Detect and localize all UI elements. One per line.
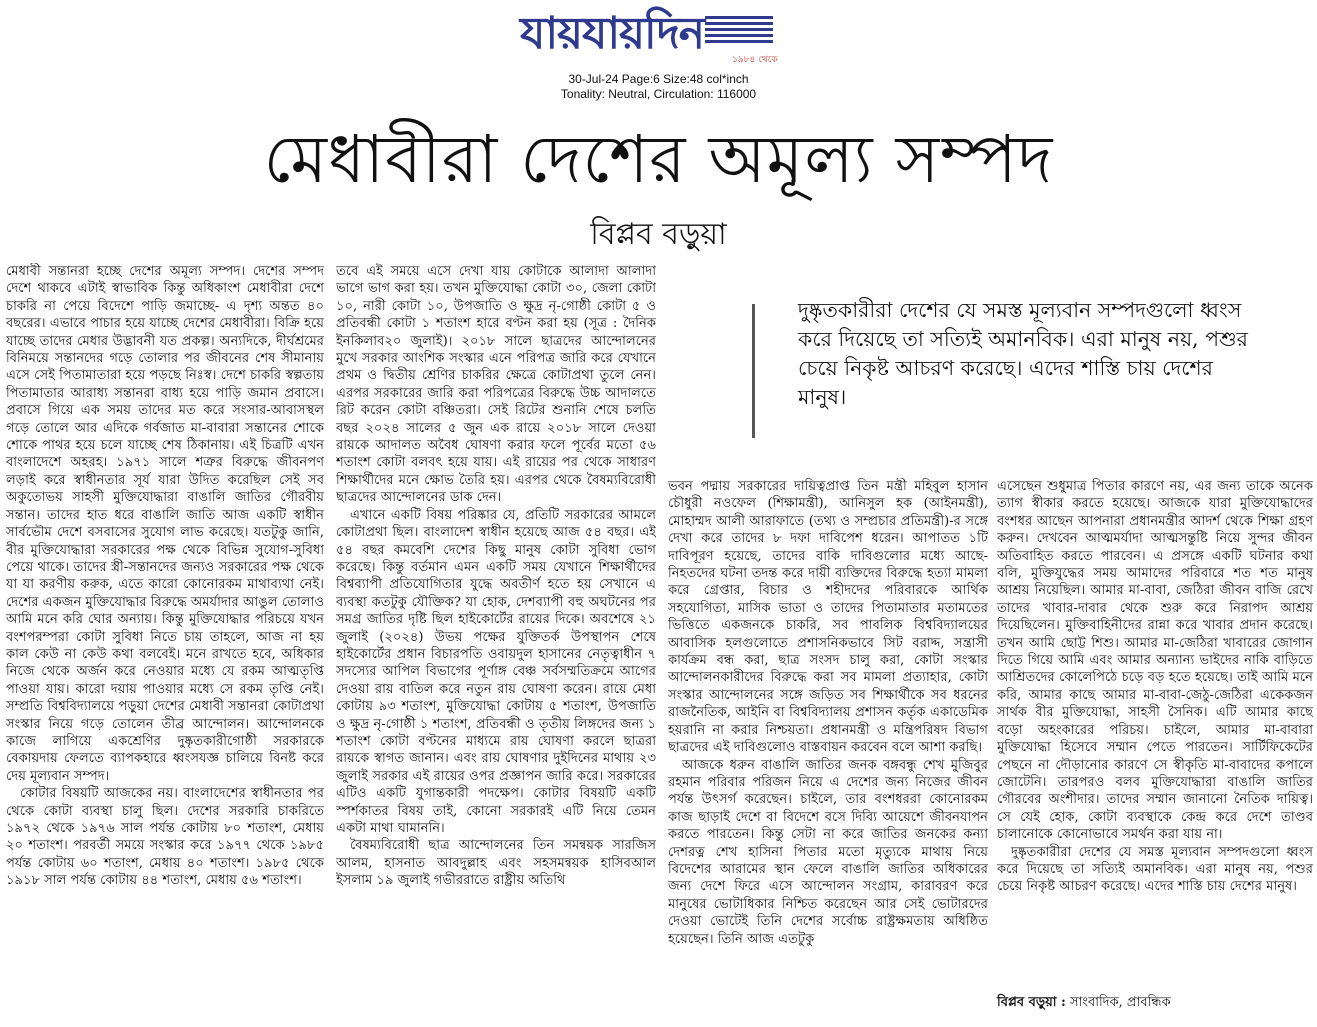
paragraph: ভবন পদ্মায় সরকারের দায়িত্বপ্রাপ্ত তিন মন্ত্রী মহিবুল হাসান চৌধুরী নওফেল (শিক্ষামন্ত্রী), আনিসুল হক (আইনমন্ত্রী), মোহাম্মদ আলী আরাফাতে (তথ্য ও সম্প্রচার প্রতিমন্ত্রী)-র সঙ্গে দেখা করে তাদের ৮ দফা দাবিপেশ ধরেন। আপাতত ১টি দাবিপূরণ হয়েছে, তাদের বাকি দাবিগুলোর মধ্যে আছে- নিহতদের ঘটনা তদন্ত করে দায়ী ব্যক্তিদের বিরুদ্ধে হত্যা মামলা করে গ্রেপ্তার, বিচার ও শহীদদের পরিবারকে আর্থিক সহযোগিতা, মাসিক ভাতা ও তাদের পিতামাতার মতামতের ভিত্তিতে একজনকে চাকরি, সব পাবলিক বিশ্ববিদ্যালয়ের আবাসিক হলগুলোতে প্রশাসনিকভাবে সিট বরাদ্দ, সন্ত্রাসী কার্যক্রম বন্ধ করা, ছাত্র সংসদ চালু করা, কোটা সংস্কার আন্দোলনকারীদের বিরুদ্ধে করা সব মামলা প্রত্যাহার, কোটা সংস্কার আন্দোলনের সঙ্গে জড়িত সব শিক্ষার্থীকে সব ধরনের রাজনৈতিক, আইনি বা বিশ্ববিদ্যালয় প্রশাসন কর্তৃক একাডেমিক হয়রানি না করার নিশ্চয়তা। প্রধানমন্ত্রী ও মন্ত্রিপরিষদ বিভাগ ছাত্রদের এই দাবিগুলোও বাস্তবায়ন করবেন বলে আশা করছি। — [668, 479, 988, 756]
author-title: সাংবাদিক, প্রাবন্ধিক — [1065, 995, 1171, 1010]
paragraph: কোটার বিষয়টি আজকের নয়। বাংলাদেশের স্বাধীনতার পর থেকে কোটা ব্যবস্থা চালু ছিল। দেশের সরকারি চাকরিতে ১৯৭২ থেকে ১৯৭৬ সাল পর্যন্ত কোটায় ৮০ শতাংশ, মেধায় ২০ শতাংশ। পরবর্তী সময়ে সংস্কার করে ১৯৭৭ থেকে ১৯৮৫ পর্যন্ত কোটায় ৬০ শতাংশ, মেধায় ৪০ শতাংশ। ১৯৮৫ থেকে ১৯১৮ সাল পর্যন্ত কোটায় ৪৪ শতাংশ, মেধায় ৫৬ শতাংশ। — [6, 786, 324, 889]
newspaper-logo — [520, 4, 778, 66]
paragraph: বৈষম্যবিরোধী ছাত্র আন্দোলনের তিন সমন্বয়ক সারজিস আলম, হাসনাত আবদুল্লাহ এবং সহসমন্বয়ক হাসিবআল ইসলাম ১৯ জুলাই গভীররাতে রাষ্ট্রীয় অতিথি — [336, 838, 656, 889]
article-column-2 — [336, 263, 656, 1023]
pull-quote-text: দুষ্কৃতকারীরা দেশের যে সমস্ত মূল্যবান সম্পদগুলো ধ্বংস করে দিয়েছে তা সত্যিই অমানবিক। এরা মানুষ নয়, পশুর চেয়ে নিকৃষ্ট আচরণ করেছে। এদের শাস্তি চায় দেশের মানুষ। — [798, 298, 1248, 409]
clip-info: 30-Jul-24 Page:6 Size:48 col*inch — [568, 72, 749, 86]
article-column-3 — [668, 478, 988, 1018]
masthead — [0, 0, 1317, 105]
paragraph: তবে এই সময়ে এসে দেখা যায় কোটাকে আলাদা আলাদা ভাগে ভাগ করা হয়। তখন মুক্তিযোদ্ধা কোটা ৩০, জেলা কোটা ১০, নারী কোটা ১০, উপজাতি ও ক্ষুদ্র নৃ-গোষ্ঠী কোটা ৫ ও প্রতিবন্ধী কোটা ১ শতাংশ হারে বণ্টন করা হয় (সূত্র : দৈনিক ইনকিলাব২০ জুলাই)। ২০১৮ সালে ছাত্রদের আন্দোলনের মুখে সরকার আংশিক সংস্কার এনে পরিপত্র জারি করে যেখানে প্রথম ও দ্বিতীয় শ্রেণির চাকরির ক্ষেত্রে কোটাপ্রথা তুলে নেন। এরপর সরকারের জারি করা পরিপত্রের বিরুদ্ধে উচ্চ আদালতে রিট করেন কোটা বঞ্চিতরা। সেই রিটের শুনানি শেষে চলতি বছর ২০২৪ সালের ৫ জুন এক রায়ে ২০১৮ সালে দেওয়া রায়কে আদালত অবৈধ ঘোষণা করার ফলে পূর্বের মতো ৫৬ শতাংশ কোটা বলবৎ হয়ে যায়। এই রায়ের পর থেকে সাধারণ শিক্ষার্থীদের মনে ক্ষোভ তৈরি হয়। এরপর থেকে বৈষম্যবিরোধী ছাত্রদের আন্দোলনের ডাক দেন। — [336, 264, 656, 506]
article-column-1 — [6, 263, 324, 1023]
paragraph: এখানে একটি বিষয় পরিষ্কার যে, প্রতিটি সরকারের আমলে কোটাপ্রথা ছিল। বাংলাদেশ স্বাধীন হয়েছে আজ ৫৪ বছর। এই ৫৪ বছর কমবেশি দেশের কিছু মানুষ কোটা সুবিধা ভোগ করেছে। কিন্তু বর্তমান এমন একটি সময় যেখানে শিক্ষার্থীদের বিশ্বব্যাপী প্রতিযোগিতার যুদ্ধে অবতীর্ণ হতে হয় সেখানে এ ব্যবস্থা কতটুকু যৌক্তিক? যা হোক, দেশব্যাপী বহু অঘটনের পর সমগ্র জাতির দৃষ্টি ছিল হাইকোর্টের রায়ের দিকে। অবশেষে ২১ জুলাই (২০২৪) উভয় পক্ষের যুক্তিতর্ক উপস্থাপন শেষে হাইকোর্টের প্রধান বিচারপতি ওবায়দুল হাসানের নেতৃত্বাধীন ৭ সদস্যের আপিল বিভাগের পূর্ণাঙ্গ বেঞ্চ সর্বসম্মতিক্রমে আগের দেওয়া রায় বাতিল করে নতুন রায় ঘোষণা করেন। রায়ে মেধা কোটায় ৯৩ শতাংশ, মুক্তিযোদ্ধা কোটায় ৫ শতাংশ, উপজাতি ও ক্ষুদ্র নৃ-গোষ্ঠী ১ শতাংশ, প্রতিবন্ধী ও তৃতীয় লিঙ্গদের জন্য ১ শতাংশ কোটা বণ্টনের মাধ্যমে রায় ঘোষণা করলে ছাত্ররা রায়কে স্বাগত জানান। এবং রায় ঘোষণার দুইদিনের মাথায় ২৩ জুলাই সরকার এই রায়ের ওপর প্রজ্ঞাপন জারি করে। সরকারের এটিও একটি যুগান্তকারী পদক্ষেপ। কোটার বিষয়টি একটি স্পর্শকাতর বিষয় তাই, কোনো সরকারই এটি নিয়ে তেমন একটা মাথা ঘামাননি। — [336, 507, 656, 836]
pull-quote — [752, 296, 1264, 446]
paragraph: দুষ্কৃতকারীরা দেশের যে সমস্ত মূল্যবান সম্পদগুলো ধ্বংস করে দিয়েছে তা সত্যিই অমানবিক। এরা মানুষ নয়, পশুর চেয়ে নিকৃষ্ট আচরণ করেছে। এদের শাস্তি চায় দেশের মানুষ। — [997, 844, 1313, 895]
article-headline: মেধাবীরা দেশের অমূল্য সম্পদ — [263, 121, 1054, 198]
paragraph: এসেছেন শুধুমাত্র পিতার কারণে নয়, এর জন্য তাকে অনেক ত্যাগ স্বীকার করতে হয়েছে। আজকে যারা মুক্তিযোদ্ধাদের বংশধর আছেন আপনারা প্রধানমন্ত্রীর আদর্শ থেকে শিক্ষা গ্রহণ করুন। দেখবেন আত্মমর্যাদা আত্মসন্তুষ্টি নিয়ে সুন্দর জীবন অতিবাহিত করতে পারবেন। এ প্রসঙ্গে একটি ঘটনার কথা বলি, মুক্তিযুদ্ধের সময় আমাদের পরিবারে শত শত মানুষ আশ্রয় নিয়েছিল। আমার মা-বাবা, জেঠিরা জীবন বাজি রেখে তাদের খাবার-দাবার থেকে শুরু করে নিরাপদ আশ্রয় দিয়েছিলেন। মুক্তিবাহিনীদের রান্না করে খাবার প্রদান করেছে। তখন আমি ছোট্ট শিশু। আমার মা-জেঠিরা খাবারের জোগান দিতে গিয়ে আমি এবং আমার অন্যান্য ভাইদের নাকি বাড়িতে আশ্রিতদের কোলেপিঠে চড়ে বড় হতে হয়েছে। তাই আমি মনে করি, আমার কাছে আমার মা-বাবা-জেঠু-জেঠিরা একেকজন সার্থক বীর মুক্তিযোদ্ধা, সাহসী সৈনিক। এটি আমার কাছে বড়ো অহংকারের পরিচয়। চাইলে, আমার মা-বাবারা মুক্তিযোদ্ধা হিসেবে সম্মান পেতে পারতেন। সার্টিফিকেটের পেছনে না দৌড়ানোর কারণে সে স্বীকৃতি মা-বাবাদের কপালে জোটেনি। তারপরও বলব মুক্তিযোদ্ধারা বাঙালি জাতির গৌরবের অংশীদার। তাদের সম্মান জানানো নৈতিক দায়িত্ব। সে যেই হোক, কোটা ব্যবস্থাকে কেন্দ্র করে দেশে তাণ্ডব চালানোকে কোনোভাবে সমর্থন করা যায় না। — [997, 479, 1313, 843]
tonality-info: Tonality: Neutral, Circulation: 116000 — [560, 87, 757, 101]
pull-quote-bar — [752, 304, 755, 438]
author-note — [997, 994, 1313, 1011]
article-byline: বিপ্লব বড়ুয়া — [590, 217, 727, 252]
paragraph: আজকে ধরুন বাঙালি জাতির জনক বঙ্গবন্ধু শেখ মুজিবুর রহমান পরিবার পরিজন নিয়ে এ দেশের জন্য নিজের জীবন পর্যন্ত উৎসর্গ করেছেন। চাইলে, তার বংশধররা কোনোরকম কাজ ছাড়াই দেশে বা বিদেশে বসে দিব্যি আয়েশে জীবনযাপন করতে পারতেন। কিন্তু সেটা না করে জাতির জনকের কন্যা দেশরত্ন শেখ হাসিনা পিতার মতো মৃত্যুকে মাথায় নিয়ে বিদেশের আরামের স্থান ফেলে বাঙালি জাতির অধিকারের জন্য দেশে ফিরে এসে আন্দোলন সংগ্রাম, কারাবরণ করে মানুষের ভোটাধিকার নিশ্চিত করেছেন আর সেই ভোটারদের দেওয়া ভোটেই তিনি দেশের সর্বোচ্চ রাষ্ট্রক্ষমতায় অধিষ্ঠিত হয়েছেন। তিনি আজ এতটুকু — [668, 757, 988, 947]
logo-stripes-icon — [705, 16, 773, 50]
logo-tagline: ১৯৮৪ থেকে — [732, 55, 778, 65]
logo-text: যায়যায়দিন — [520, 8, 705, 59]
author-name: বিপ্লব বড়ুয়া : — [997, 995, 1066, 1010]
article-column-4 — [997, 478, 1313, 990]
paragraph: মেধাবী সন্তানরা হচ্ছে দেশের অমূল্য সম্পদ। দেশের সম্পদ দেশে থাকবে এটাই স্বাভাবিক কিন্তু অধিকাংশ মেধাবীরা দেশে চাকরি না পেয়ে বিদেশে পাড়ি জমাচ্ছে- এ দৃশ্য অন্তত ৪০ বছরের। এভাবে পাচার হয়ে যাচ্ছে দেশের মেধাবীরা। বিক্রি হয়ে যাচ্ছে তাদের মেধার উদ্ভাবনী যত প্রকল্প। অন্যদিকে, দীর্ঘশ্রমের বিনিময়ে সন্তানদের গড়ে তোলার পর জীবনের শেষ সীমানায় এসে সেই পিতামাতারা হয়ে পড়ছে নিঃস্ব। দেশে চাকরি স্বল্পতায় পিতামাতার আরাধ্য সন্তানরা বাধ্য হয়ে পাড়ি জমান প্রবাসে। প্রবাসে গিয়ে এক সময় তাদের মত করে সংসার-আবাসস্থল গড়ে তোলে আর এদিকে গর্বজাত মা-বাবারা সন্তানের শোকে শোকে পাথর হয়ে চলে যাচ্ছে শেষ ঠিকানায়। এই চিত্রটি এখন বাংলাদেশে অহরহ। ১৯৭১ সালে শত্রুর বিরুদ্ধে জীবনপণ লড়াই করে স্বাধীনতার সূর্য যারা উদিত করেছিল সেই সব অকুতোভয় সাহসী মুক্তিযোদ্ধারা বাঙালি জাতির গৌরবীয় সন্তান। তাদের হাত ধরে বাঙালি জাতি আজ একটি স্বাধীন সার্বভৌম দেশে বসবাসের সুযোগ লাভ করেছে। যতটুকু জানি, বীর মুক্তিযোদ্ধারা সরকারের পক্ষ থেকে বিভিন্ন সুযোগ-সুবিধা পেয়ে থাকে। তাদের স্ত্রী-সন্তানদের জন্যও সরকারের পক্ষ থেকে যা যা করণীয় করুক, এতে কারো কোনোরকম মাথাব্যথা নেই। দেশের একজন মুক্তিযোদ্ধার বিরুদ্ধে অমর্যাদার আঙুল তোলাও আমি মনে করি ঘোর অন্যায়। কিন্তু মুক্তিযোদ্ধার পরিচয়ে যখন বংশপরম্পরা কোটা সুবিধা নিতে চায় তাহলে, আজ না হয় কাল কেউ না কেউ কথা বলবেই। মনে রাখতে হবে, অধিকার নিজে থেকে অর্জন করে নেওয়ার মধ্যে যে রকম আত্মতৃপ্তি পাওয়া যায়। কারো দয়ায় পাওয়ার মধ্যে সে রকম তৃপ্তি নেই। সম্প্রতি বিশ্ববিদ্যালয়ে পড়ুয়া দেশের মেধাবী সন্তানরা কোটাপ্রথা সংস্কার নিয়ে গড়ে তোলেন তীব্র আন্দোলন। আন্দোলনকে কাজে লাগিয়ে একশ্রেণির দুষ্কৃতকারীগোষ্ঠী সরকারকে বেকায়দায় ফেলতে ব্যাপকহারে ধ্বংসযজ্ঞ চালিয়ে বিনষ্ট করে দেয় মূল্যবান সম্পদ। — [6, 264, 324, 784]
